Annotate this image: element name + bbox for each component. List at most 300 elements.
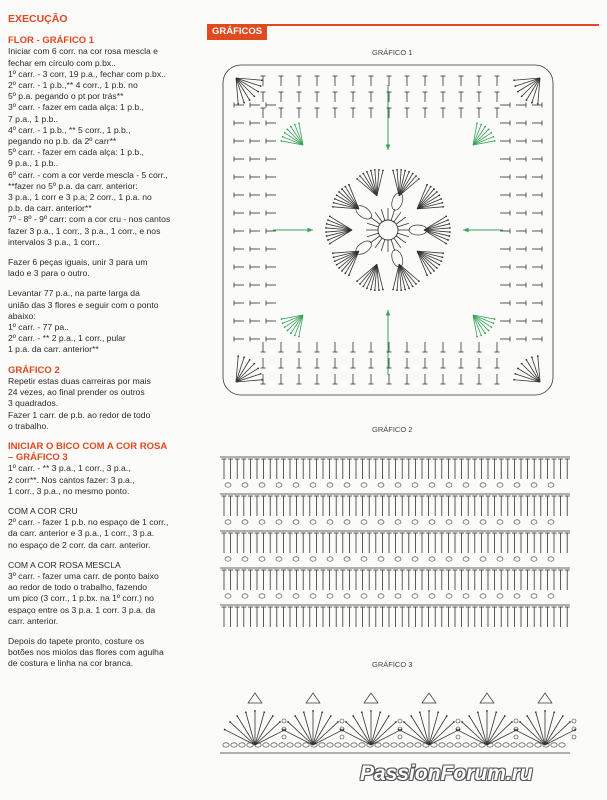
fan-stitch-tip <box>521 363 523 365</box>
fan-stitch-tip <box>442 252 444 254</box>
fan-stitch-tip <box>476 122 478 124</box>
fan-stitch-tip <box>442 256 444 258</box>
text-line: 3º carr. - fazer uma carr. de ponto baixo <box>8 570 159 581</box>
fan-stitch-tip <box>430 272 432 274</box>
shell-stitch <box>246 712 255 745</box>
chain-stitch <box>242 483 248 487</box>
fan-stitch-tip <box>287 721 289 723</box>
fan-stitch-tip <box>484 332 486 334</box>
text-line: Iniciar com 6 corr. na cor rosa mescla e <box>8 46 158 57</box>
round1-stitch <box>391 240 395 251</box>
instructions-column <box>8 14 198 670</box>
chain-stitch <box>276 594 282 598</box>
fan-stitch-tip <box>396 169 398 171</box>
chain-stitch <box>225 483 231 487</box>
chain-stitch <box>310 557 316 561</box>
fan-stitch-tip <box>282 322 284 324</box>
chain-stitch <box>344 520 350 524</box>
fan-stitch-tip <box>325 227 327 229</box>
chain-stitch <box>412 557 418 561</box>
chain-stitch <box>340 735 344 739</box>
fan-stitch-tip <box>495 711 497 713</box>
petal-stitch <box>337 251 359 265</box>
fan-stitch-tip <box>486 710 488 712</box>
fan-stitch-tip <box>490 132 492 134</box>
fan-stitch-tip <box>330 715 332 717</box>
chain-stitch <box>551 743 557 747</box>
chain-stitch <box>535 743 541 747</box>
chain-stitch <box>263 743 269 747</box>
chain-stitch <box>463 743 469 747</box>
text-line: 4º carr. - 1 p.b., ** 5 corr., 1 p.b., <box>8 124 131 135</box>
chain-stitch <box>242 557 248 561</box>
shell-stitch <box>313 712 322 745</box>
fan-stitch-tip <box>279 721 281 723</box>
shell-stitch <box>487 712 496 745</box>
petal-stitch <box>417 189 434 209</box>
grafico2-caption: GRÁFICO 2 <box>372 425 413 434</box>
text-line: botões nos miolos das flores com agulha <box>8 647 164 658</box>
chain-stitch <box>480 594 486 598</box>
grafico2-chart <box>220 445 575 645</box>
chain-stitch <box>343 743 349 747</box>
picot <box>306 693 320 703</box>
fan-stitch-tip <box>378 289 380 291</box>
fan-stitch-tip <box>374 169 376 171</box>
fan-stitch-tip <box>426 184 428 186</box>
fan-stitch-tip <box>404 289 406 291</box>
text-line: 3º carr. - fazer em cada alça: 1 p.b., <box>8 102 144 113</box>
fan-stitch-tip <box>340 729 342 731</box>
fan-stitch-tip <box>511 721 513 723</box>
grafico3-chart <box>220 675 575 775</box>
fan-stitch-tip <box>494 318 496 320</box>
fan-stitch-tip <box>484 126 486 128</box>
chain-stitch <box>335 743 341 747</box>
fan-stitch-tip <box>236 715 238 717</box>
chain-stitch <box>395 520 401 524</box>
fan-stitch-tip <box>344 186 346 188</box>
round1-stitch <box>370 217 380 224</box>
fan-stitch-tip <box>517 91 519 93</box>
fan-stitch-tip <box>408 171 410 173</box>
fan-stitch-tip <box>254 710 256 712</box>
fan-stitch-tip <box>525 359 527 361</box>
chain-stitch <box>310 483 316 487</box>
shell-stitch <box>362 712 371 745</box>
fan-stitch-tip <box>280 318 282 320</box>
petal-stitch <box>337 195 359 209</box>
chain-stitch <box>327 483 333 487</box>
text-line: **fazer no 5º p.a. da carr. anterior: <box>8 180 138 191</box>
shell-stitch <box>536 712 545 745</box>
chain-stitch <box>383 743 389 747</box>
fan-stitch-tip <box>336 194 338 196</box>
fan-stitch-tip <box>445 243 447 245</box>
grafico1-caption: GRÁFICO 1 <box>372 48 413 57</box>
fan-stitch-tip <box>294 715 296 717</box>
fan-stitch-tip <box>437 711 439 713</box>
chain-stitch <box>412 594 418 598</box>
fan-stitch-tip <box>294 334 296 336</box>
round1-stitch <box>394 212 401 222</box>
fan-stitch-tip <box>453 721 455 723</box>
text-line: fazer 3 p.a., 1 corr., 3 p.a., 1 corr., e nos <box>8 225 161 236</box>
chain-stitch <box>340 719 344 723</box>
chain-stitch <box>456 719 460 723</box>
text-line: 24 vezes, ao final prender os outros <box>8 387 145 398</box>
chain-stitch <box>514 520 520 524</box>
chain-stitch <box>282 719 286 723</box>
fan-stitch-tip <box>348 274 350 276</box>
fan-stitch-tip <box>341 188 343 190</box>
fan-stitch-tip <box>392 170 394 172</box>
chain-stitch <box>344 557 350 561</box>
chain-stitch <box>412 483 418 487</box>
fan-stitch-tip <box>370 170 372 172</box>
fan-stitch-tip <box>438 264 440 266</box>
chain-stitch <box>548 483 554 487</box>
chain-stitch <box>559 743 565 747</box>
round1-stitch <box>398 223 409 227</box>
chain-stitch <box>231 743 237 747</box>
fan-stitch-tip <box>400 169 402 171</box>
round1-stitch <box>375 238 382 248</box>
fan-stitch-tip <box>294 124 296 126</box>
text-line: espaço entre os 3 p.a. 1 corr. 3 p.a. da <box>8 604 156 615</box>
text-line: 9 p.a., 1 p.b.. <box>8 158 59 169</box>
fan-stitch-tip <box>456 729 458 731</box>
fan-stitch-tip <box>344 272 346 274</box>
chain-stitch <box>497 594 503 598</box>
chain-stitch <box>378 557 384 561</box>
chain-stitch <box>259 520 265 524</box>
fan-stitch-tip <box>403 721 405 723</box>
fan-stitch-tip <box>224 729 226 731</box>
chain-stitch <box>429 520 435 524</box>
chain-stitch <box>344 483 350 487</box>
chain-stitch <box>259 483 265 487</box>
chain-stitch <box>446 483 452 487</box>
text-line: Repetir estas duas carreiras por mais <box>8 375 151 386</box>
round1-stitch <box>381 240 385 251</box>
chain-stitch <box>282 735 286 739</box>
fan-stitch-tip <box>521 95 523 97</box>
text-line: 2 corr**. Nos cantos fazer: 3 p.a., <box>8 474 135 485</box>
chain-stitch <box>531 557 537 561</box>
grafico2-title: GRÁFICO 2 <box>8 364 60 376</box>
text-line: abaixo: <box>8 310 36 321</box>
chain-stitch <box>456 735 460 739</box>
text-line: 5º carr. - fazer em cada alça: 1 p.b., <box>8 147 144 158</box>
chain-stitch <box>446 594 452 598</box>
chain-stitch <box>319 743 325 747</box>
fan-stitch-tip <box>562 715 564 717</box>
fan-stitch-tip <box>338 267 340 269</box>
petal-stitch <box>424 230 446 244</box>
petal-stitch <box>345 251 359 273</box>
fan-stitch-tip <box>260 373 262 375</box>
fan-stitch-tip <box>298 336 300 338</box>
chain-stitch <box>463 483 469 487</box>
fan-stitch-tip <box>329 216 331 218</box>
arrow-head <box>463 228 469 233</box>
fan-stitch-tip <box>263 711 265 713</box>
fan-stitch-tip <box>332 206 334 208</box>
text-line: 2º carr. - 1 p.b.,** 4 corr., 1 p.b. no <box>8 80 138 91</box>
fan-stitch-tip <box>253 363 255 365</box>
fan-stitch-tip <box>447 239 449 241</box>
chain-stitch <box>429 594 435 598</box>
fan-stitch-tip <box>448 235 450 237</box>
petal-stitch <box>357 179 377 196</box>
fan-stitch-tip <box>243 102 245 104</box>
fan-stitch-tip <box>374 289 376 291</box>
fan-stitch-tip <box>237 355 239 357</box>
arrow-head <box>386 310 391 316</box>
chain-stitch <box>503 743 509 747</box>
fan-stitch-tip <box>257 91 259 93</box>
chain-stitch <box>495 743 501 747</box>
chain-stitch <box>511 743 517 747</box>
round1-stitch <box>375 212 382 222</box>
chain-stitch <box>398 735 402 739</box>
fan-stitch-tip <box>348 184 350 186</box>
petal-stitch <box>345 187 359 209</box>
bico-title: INICIAR O BICO COM A COR ROSA <box>8 440 168 452</box>
chain-stitch <box>527 743 533 747</box>
fan-stitch-tip <box>418 178 420 180</box>
fan-stitch-tip <box>378 169 380 171</box>
fan-stitch-tip <box>245 711 247 713</box>
fan-stitch-tip <box>237 103 239 105</box>
chain-stitch <box>271 743 277 747</box>
fan-stitch-tip <box>362 286 364 288</box>
fan-stitch-tip <box>492 136 494 138</box>
fan-stitch-tip <box>433 188 435 190</box>
shell-stitch <box>371 712 380 745</box>
chain-stitch <box>548 557 554 561</box>
fan-stitch-tip <box>504 715 506 717</box>
chain-stitch <box>361 557 367 561</box>
fan-stitch-tip <box>410 715 412 717</box>
text-line: 1º carr. - 3 corr, 19 p.a., fechar com p.bx.. <box>8 68 166 79</box>
fan-stitch-tip <box>418 280 420 282</box>
text-line: da carr. anterior e 3 p.a., 1 corr., 3 p.a. <box>8 528 155 539</box>
fan-stitch-tip <box>477 711 479 713</box>
round1-stitch <box>394 238 401 248</box>
fan-stitch-tip <box>336 264 338 266</box>
round1-stitch <box>367 233 378 237</box>
text-line: 6º carr. - com a cor verde mescla - 5 corr., <box>8 169 168 180</box>
fan-stitch-tip <box>332 252 334 254</box>
text-line: Fazer 1 carr. de p.b. ao redor de todo <box>8 409 151 420</box>
fan-stitch-tip <box>398 729 400 731</box>
fan-stitch-tip <box>327 239 329 241</box>
chain-stitch <box>415 743 421 747</box>
petal-stitch <box>399 264 413 286</box>
fan-stitch-tip <box>419 711 421 713</box>
chain-stitch <box>223 743 229 747</box>
fan-stitch-tip <box>447 219 449 221</box>
text-line: lado e 3 para o outro. <box>8 268 90 279</box>
text-line: 2º carr. - ** 2 p.a., 1 corr., pular <box>8 333 126 344</box>
fan-stitch-tip <box>428 710 430 712</box>
chain-stitch <box>531 483 537 487</box>
chain-stitch <box>447 743 453 747</box>
chain-stitch <box>327 520 333 524</box>
chain-stitch <box>395 594 401 598</box>
chain-stitch <box>242 520 248 524</box>
fan-stitch-tip <box>490 326 492 328</box>
chain-stitch <box>399 743 405 747</box>
text-line: 7º - 8º - 9º carr: com a cor cru - nos cantos <box>8 214 171 225</box>
fan-stitch-tip <box>352 715 354 717</box>
fan-stitch-tip <box>326 223 328 225</box>
fan-stitch-tip <box>544 710 546 712</box>
fan-stitch-tip <box>327 219 329 221</box>
chain-stitch <box>361 520 367 524</box>
chain-stitch <box>497 483 503 487</box>
chain-stitch <box>429 483 435 487</box>
fan-stitch-tip <box>287 129 289 131</box>
petal-stitch <box>417 251 434 271</box>
fan-stitch-tip <box>440 198 442 200</box>
fan-stitch-tip <box>526 715 528 717</box>
chain-stitch <box>344 594 350 598</box>
fan-stitch-tip <box>461 721 463 723</box>
shell-stitch <box>429 712 438 745</box>
round1-stitch <box>396 217 406 224</box>
fan-stitch-tip <box>388 715 390 717</box>
watermark: PassionForum.ru <box>360 762 533 785</box>
chain-stitch <box>514 483 520 487</box>
petal-stitch <box>417 251 431 273</box>
petal-stitch <box>399 179 419 196</box>
chain-stitch <box>531 520 537 524</box>
fan-stitch-tip <box>553 711 555 713</box>
fan-stitch-tip <box>361 711 363 713</box>
fan-stitch-tip <box>253 95 255 97</box>
fan-stitch-tip <box>513 379 515 381</box>
petal-stitch <box>363 264 377 286</box>
round1-stitch <box>370 236 380 243</box>
text-line: fechar em círculo com p.bx.. <box>8 57 116 68</box>
fan-stitch-tip <box>426 274 428 276</box>
fan-stitch-tip <box>446 715 448 717</box>
chain-stitch <box>276 520 282 524</box>
chain-stitch <box>361 594 367 598</box>
fan-stitch-tip <box>415 283 417 285</box>
chain-stitch <box>359 743 365 747</box>
picot <box>422 693 436 703</box>
chain-stitch <box>514 719 518 723</box>
text-line: 7 p.a., 1 p.b.. <box>8 113 59 124</box>
fan-stitch-tip <box>345 721 347 723</box>
petal-stitch <box>330 216 352 230</box>
fan-stitch-tip <box>261 379 263 381</box>
arrow-head <box>307 228 313 233</box>
fan-stitch-tip <box>514 85 516 87</box>
fan-stitch-tip <box>356 178 358 180</box>
shell-stitch <box>478 712 487 745</box>
chain-stitch <box>439 743 445 747</box>
fan-stitch-tip <box>531 102 533 104</box>
fan-stitch-tip <box>517 367 519 369</box>
petal-stitch <box>417 195 439 209</box>
fan-stitch-tip <box>480 124 482 126</box>
text-line: 1 p.a. da carr. anterior** <box>8 344 99 355</box>
fan-stitch-tip <box>290 126 292 128</box>
cru-title: COM A COR CRU <box>8 505 78 516</box>
shell-stitch <box>420 712 429 745</box>
fan-stitch-tip <box>480 334 482 336</box>
chain-stitch <box>293 594 299 598</box>
fan-stitch-tip <box>445 216 447 218</box>
grafico1-chart <box>218 60 558 400</box>
chain-stitch <box>303 743 309 747</box>
chain-stitch <box>463 557 469 561</box>
section-title: EXECUÇÃO <box>8 13 68 25</box>
chain-stitch <box>361 483 367 487</box>
fan-stitch-tip <box>382 289 384 291</box>
fan-stitch-tip <box>326 235 328 237</box>
picot <box>364 693 378 703</box>
text-line: Depois do tapete pronto, costure os <box>8 635 145 646</box>
chain-loop <box>390 248 405 268</box>
fan-stitch-tip <box>261 79 263 81</box>
fan-stitch-tip <box>448 223 450 225</box>
chain-stitch <box>463 520 469 524</box>
fan-stitch-tip <box>303 711 305 713</box>
fan-stitch-tip <box>287 330 289 332</box>
petal-stitch <box>399 264 419 281</box>
grafico3-caption: GRÁFICO 3 <box>372 660 413 669</box>
chain-stitch <box>497 557 503 561</box>
fan-stitch-tip <box>312 710 314 712</box>
chain-stitch <box>572 719 576 723</box>
chain-stitch <box>572 735 576 739</box>
fan-stitch-tip <box>229 721 231 723</box>
text-line: o trabalho. <box>8 420 49 431</box>
text-line: Levantar 77 p.a., na parte larga da <box>8 288 140 299</box>
chain-stitch <box>378 483 384 487</box>
fan-stitch-tip <box>249 359 251 361</box>
text-line: intervalos 3 p.a., 1 corr.. <box>8 236 100 247</box>
fan-stitch-tip <box>531 356 533 358</box>
text-line: carr. anterior. <box>8 615 59 626</box>
fan-stitch-tip <box>338 191 340 193</box>
fan-stitch-tip <box>468 715 470 717</box>
chain-stitch <box>514 557 520 561</box>
chain-stitch <box>310 520 316 524</box>
fan-stitch-tip <box>525 99 527 101</box>
chain-stitch <box>412 520 418 524</box>
fan-stitch-tip <box>298 122 300 124</box>
fan-stitch-tip <box>333 202 335 204</box>
chain-stitch <box>398 719 402 723</box>
chain-stitch <box>446 557 452 561</box>
chain-stitch <box>351 743 357 747</box>
fan-stitch-tip <box>329 243 331 245</box>
shell-stitch <box>545 712 554 745</box>
text-line: 1 corr., 3 p.a., no mesmo ponto. <box>8 485 130 496</box>
fan-stitch-tip <box>356 280 358 282</box>
petal-stitch <box>399 174 413 196</box>
chain-stitch <box>378 520 384 524</box>
chain-stitch <box>375 743 381 747</box>
fan-stitch-tip <box>290 332 292 334</box>
